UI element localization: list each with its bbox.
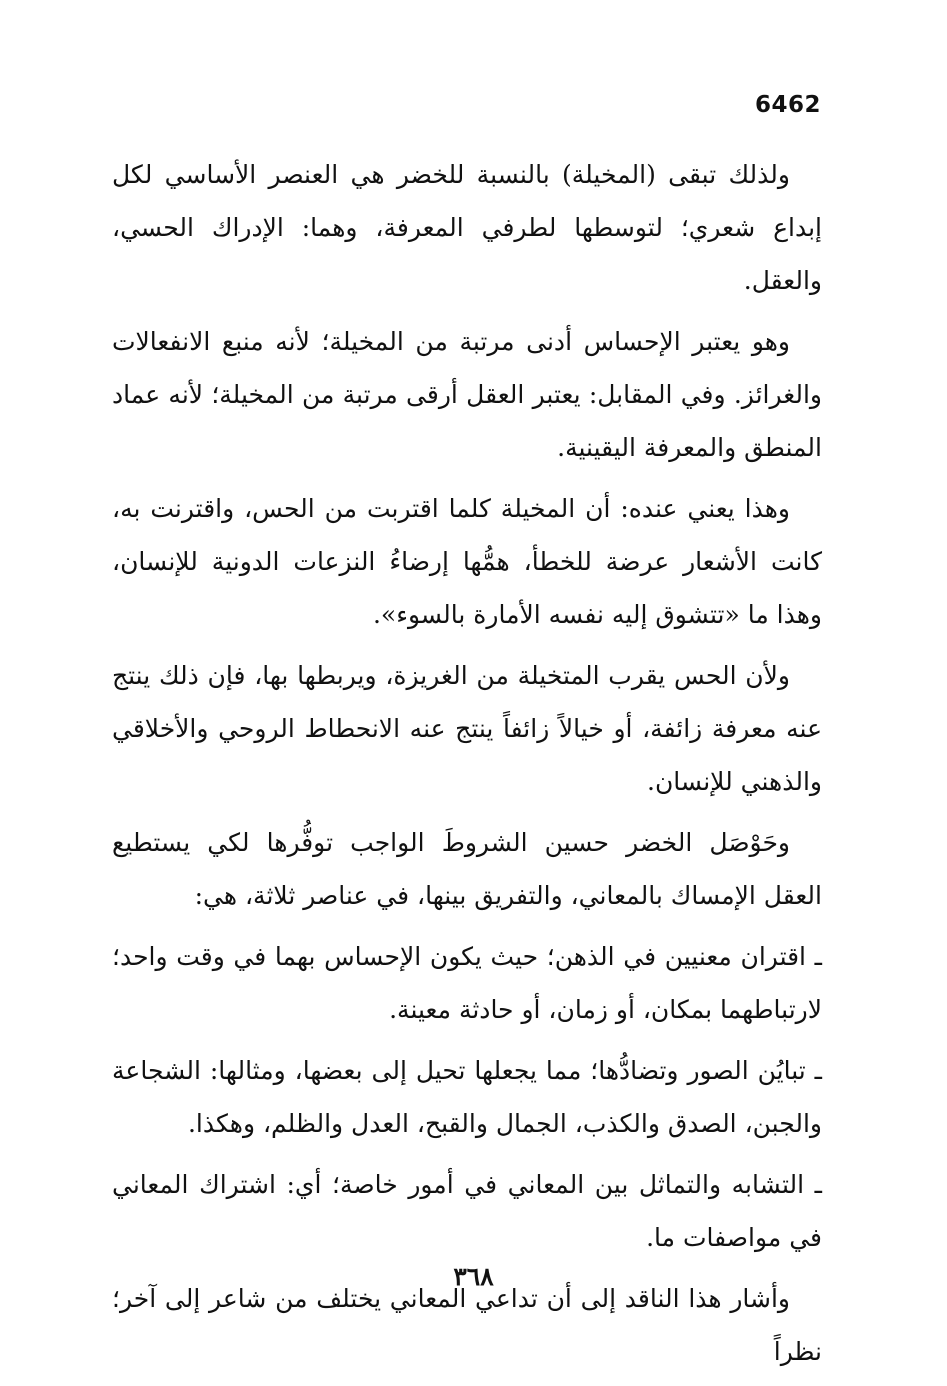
paragraph: ولذلك تبقى (المخيلة) بالنسبة للخضر هي العنصر الأساسي لكل إبداع شعري؛ لتوسطها لطرفي المعرفة، وهما: الإدراك الحسي، والعقل. [112,160,822,295]
list-item: ـ تبايُن الصور وتضادُّها؛ مما يجعلها تحيل إلى بعضها، ومثالها: الشجاعة والجبن، الصدق والكذب، الجمال والقبح، العدل والظلم، وهكذا. [112,1056,822,1138]
paragraph: وهو يعتبر الإحساس أدنى مرتبة من المخيلة؛ لأنه منبع الانفعالات والغرائز. وفي المقابل: يعتبر العقل أرقى مرتبة من المخيلة؛ لأنه عماد المنطق والمعرفة اليقينية. [112,327,822,462]
paragraph: وحَوْصَل الخضر حسين الشروطَ الواجب توفُّرها لكي يستطيع العقل الإمساك بالمعاني، والتفريق بينها، في عناصر ثلاثة، هي: [112,828,822,910]
paragraph: وأشار هذا الناقد إلى أن تداعي المعاني يختلف من شاعر إلى آخر؛ نظراً [112,1284,822,1366]
list-item: ـ اقتران معنيين في الذهن؛ حيث يكون الإحساس بهما في وقت واحد؛ لارتباطهما بمكان، أو زمان، أو حادثة معينة. [112,942,822,1024]
list-item: ـ التشابه والتماثل بين المعاني في أمور خاصة؛ أي: اشتراك المعاني في مواصفات ما. [112,1170,822,1252]
paragraph: وهذا يعني عنده: أن المخيلة كلما اقتربت من الحس، واقترنت به، كانت الأشعار عرضة للخطأ، همُّها إرضاءُ النزعات الدونية للإنسان، وهذا ما «تتشوق إليه نفسه الأمارة بالسوء». [112,494,822,629]
body-text [112,148,822,1386]
page-number: ٣٦٨ [453,1262,494,1291]
page-id: 6462 [754,92,821,118]
paragraph: ولأن الحس يقرب المتخيلة من الغريزة، ويربطها بها، فإن ذلك ينتج عنه معرفة زائفة، أو خيالاً زائفاً ينتج عنه الانحطاط الروحي والأخلاقي والذهني للإنسان. [112,661,822,796]
